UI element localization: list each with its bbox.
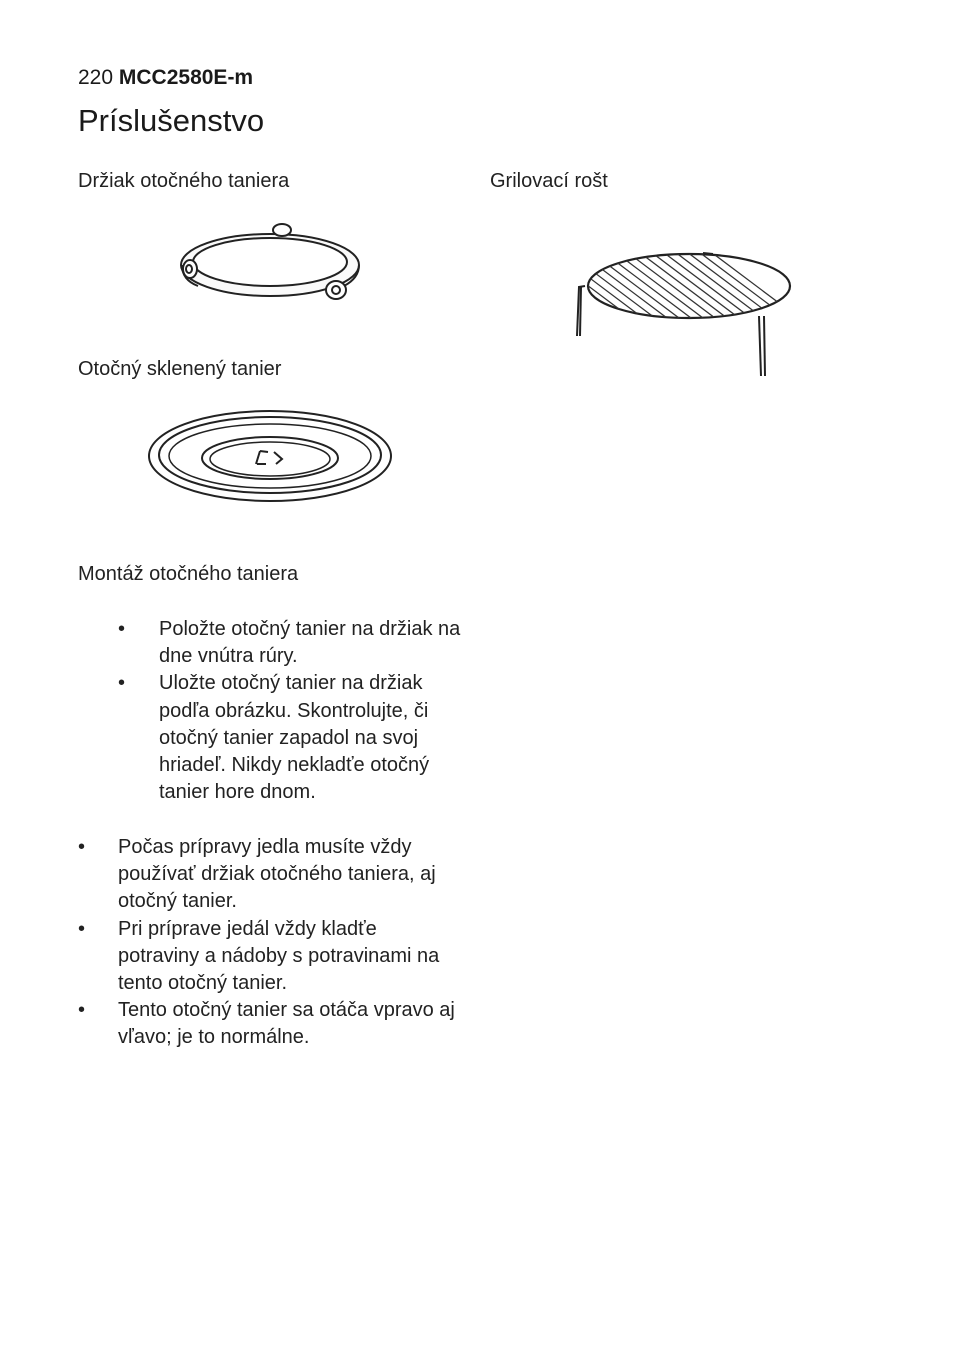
bullet-icon: • [118,618,126,640]
list-item [78,916,458,998]
grill-rack-icon [575,250,795,380]
caption-grill-rack: Grilovací rošt [490,170,608,192]
glass-tray-icon [146,408,394,506]
notes-list [78,834,458,1052]
page-title: Príslušenstvo [78,103,265,138]
note-text: Počas prípravy jedla musíte vždy používať držiak otočného taniera, aj otočný tanier. [118,836,436,913]
bullet-icon: • [78,999,86,1022]
roller-ring-icon [178,222,363,304]
bullet-icon: • [78,917,86,940]
page-header [78,65,253,91]
bullet-icon: • [78,836,86,858]
bullet-icon: • [118,672,126,695]
page-number: 220 [78,66,114,89]
caption-turntable-support: Držiak otočného taniera [78,170,290,192]
list-item [118,616,468,670]
note-text: Tento otočný tanier sa otáča vpravo aj vľavo; je to normálne. [118,999,455,1049]
installation-steps-list [118,616,468,806]
list-item [78,997,458,1051]
step-text: Položte otočný tanier na držiak na dne vnútra rúry. [159,618,461,668]
list-item [78,834,458,916]
caption-glass-tray: Otočný sklenený tanier [78,358,282,380]
step-text: Uložte otočný tanier na držiak podľa obrázku. Skontrolujte, či otočný tanier zapadol na svoj hriadeľ. Nikdy nekladťe otočný tanier hore dnom. [159,672,430,804]
note-text: Pri príprave jedál vždy kladťe potraviny a nádoby s potravinami na tento otočný tanier. [118,917,440,995]
list-item [118,670,468,806]
model-name: MCC2580E-m [118,66,254,89]
caption-installation: Montáž otočného taniera [78,563,299,585]
